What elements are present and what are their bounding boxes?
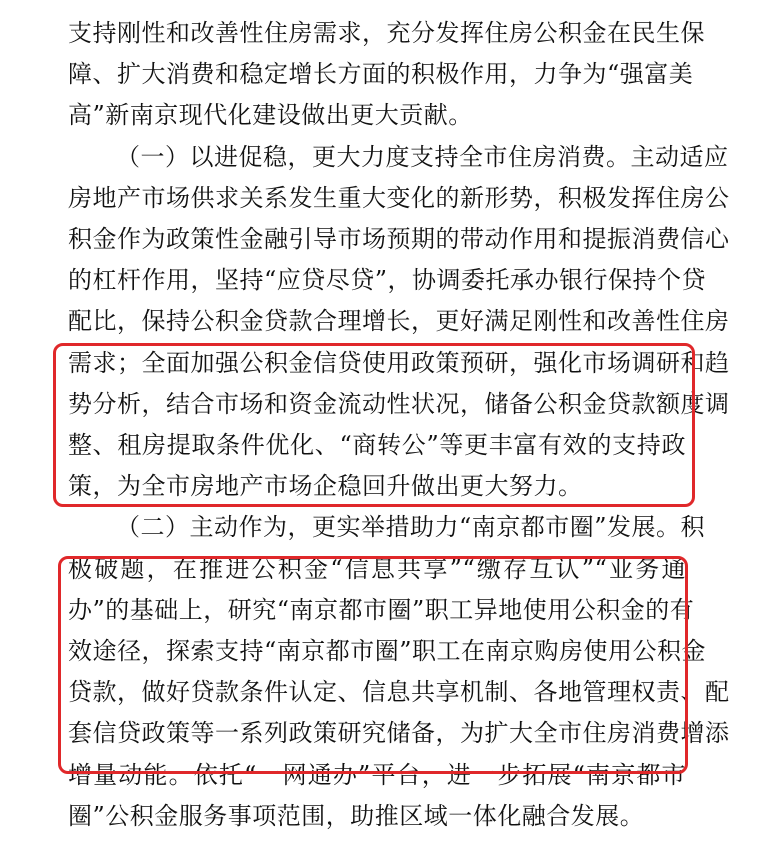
text-line: 贷款，做好贷款条件认定、信息共享机制、各地管理权责、配	[68, 678, 730, 707]
section-heading-line: （二）主动作为，更实举措助力“南京都市圈”发展。积	[116, 513, 706, 542]
text-line: 需求；全面加强公积金信贷使用政策预研，强化市场调研和趋	[68, 348, 730, 377]
highlight-box-section-1	[53, 343, 730, 507]
text-line: 策，为全市房地产市场企稳回升做出更大努力。	[68, 472, 583, 501]
text-line: 支持刚性和改善性住房需求，充分发挥住房公积金在民生保	[68, 19, 705, 47]
text-line: 效途径，探索支持“南京都市圈”职工在南京购房使用公积金	[68, 637, 707, 665]
text-line: 高”新南京现代化建设做出更大贡献。	[68, 101, 473, 130]
text-line: 增量动能。依托“一网通办”平台，进一步拓展“南京都市	[68, 760, 686, 789]
text-line: 配比，保持公积金贷款合理增长，更好满足刚性和改善性住房	[68, 307, 730, 336]
text-line: 障、扩大消费和稳定增长方面的积极作用，力争为“强富美	[68, 60, 694, 89]
text-line: 套信贷政策等一系列政策研究储备，为扩大全市住房消费增添	[68, 719, 730, 748]
text-line: 势分析，结合市场和资金流动性状况，储备公积金贷款额度调	[68, 389, 730, 418]
text-line: 办”的基础上，研究“南京都市圈”职工异地使用公积金的有	[68, 595, 695, 624]
text-line: 极破题，在推进公积金“信息共享”“缴存互认”“业务通	[68, 554, 686, 583]
text-line: 积金作为政策性金融引导市场预期的带动作用和提振消费信心	[68, 225, 730, 253]
highlight-box-section-2	[58, 556, 730, 774]
section-heading-line: （一）以进促稳，更大力度支持全市住房消费。主动适应	[116, 142, 729, 171]
text-line: 整、租房提取条件优化、“商转公”等更丰富有效的支持政	[68, 431, 686, 459]
text-line: 圈”公积金服务事项范围，助推区域一体化融合发展。	[68, 801, 645, 830]
text-line: 房地产市场供求关系发生重大变化的新形势，积极发挥住房公	[68, 183, 730, 212]
text-line: 的杠杆作用，坚持“应贷尽贷”，协调委托承办银行保持个贷	[68, 266, 707, 295]
